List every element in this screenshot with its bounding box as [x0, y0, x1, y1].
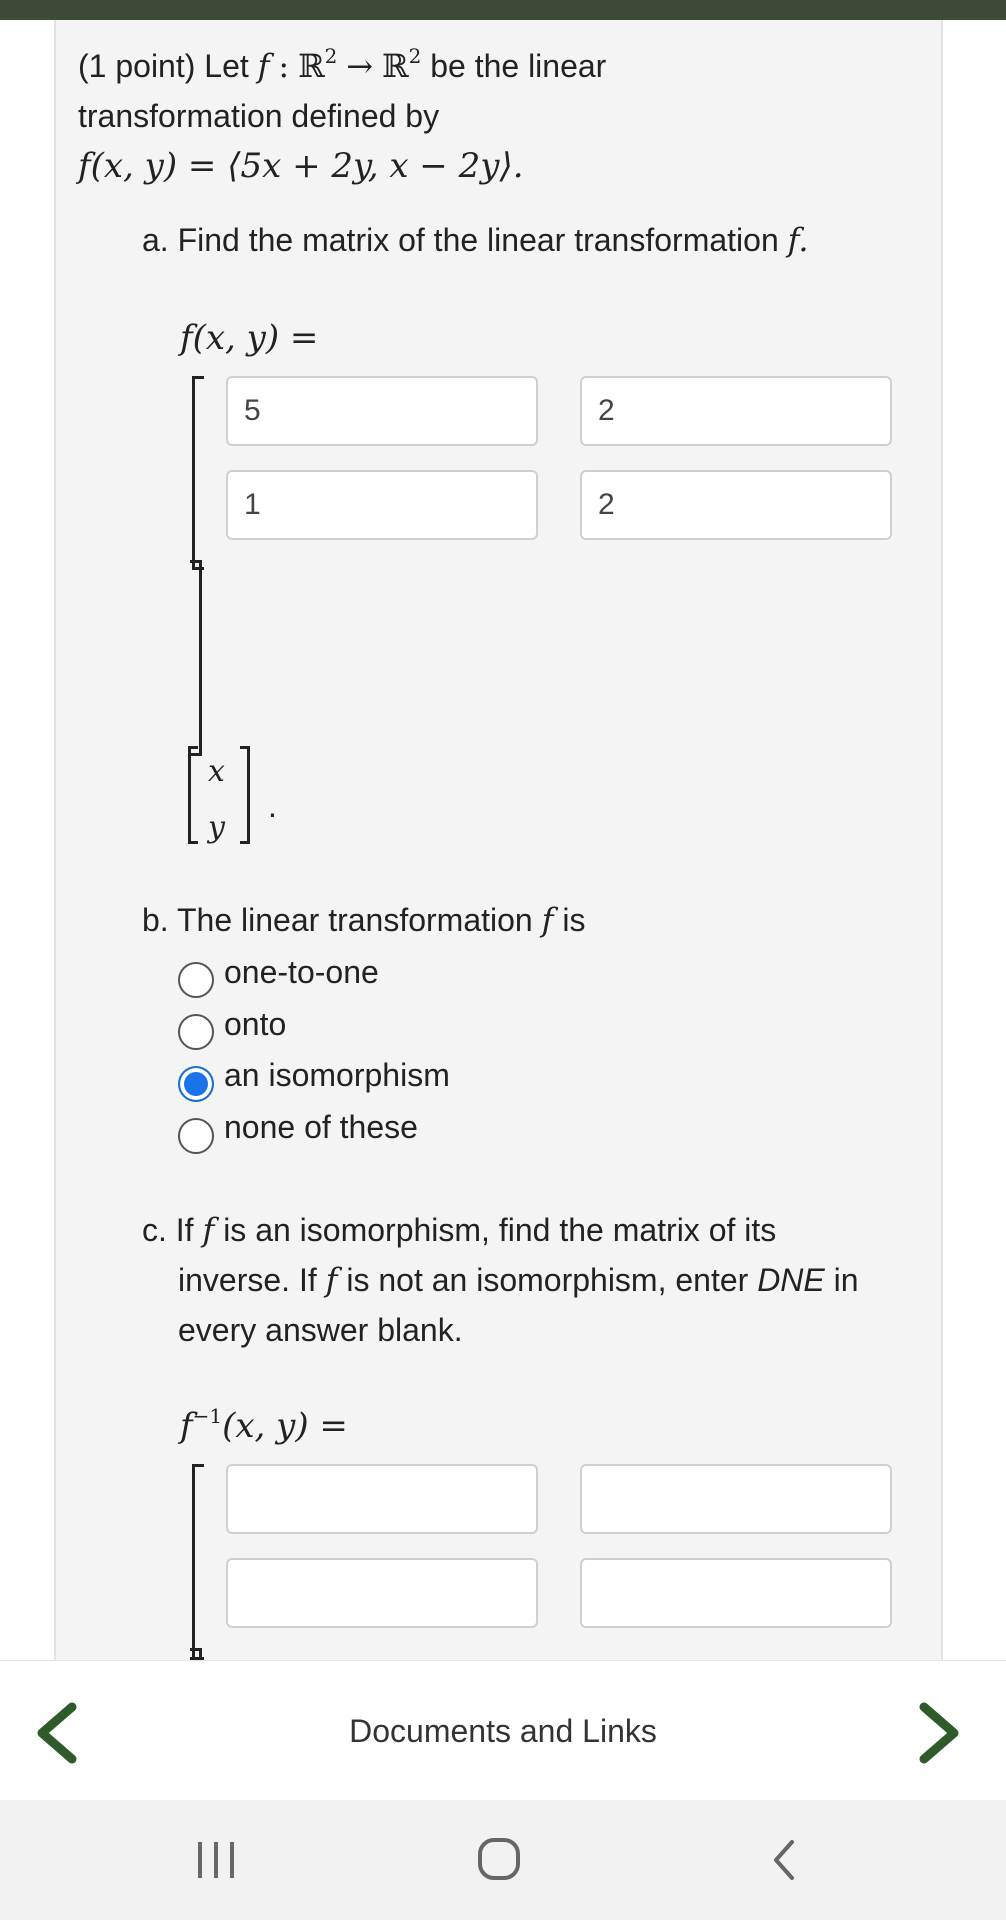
radio-label: an isomorphism [224, 1057, 450, 1093]
vector-period: . [268, 788, 277, 824]
matrix-c-left-bracket [192, 1464, 204, 1660]
part-c-lhs: $f^{-1}(x$, y) = [180, 1404, 348, 1446]
function-definition: f(x, y) = ⟨5x + 2y, x − 2y⟩. [78, 146, 524, 186]
part-c-prompt-line1: c. If f is an isomorphism, find the matrix of its [142, 1211, 777, 1249]
next-arrow-icon[interactable] [912, 1701, 968, 1765]
part-a-prompt: a. Find the matrix of the linear transformation f. [142, 221, 809, 259]
matrix-a-input-r2c1[interactable]: 1 [226, 470, 538, 540]
bottom-navigation-bar [0, 1660, 1006, 1801]
matrix-a-input-r1c2[interactable]: 2 [580, 376, 892, 446]
top-status-bar [0, 0, 1006, 20]
vector-right-bracket [240, 746, 250, 844]
problem-intro-line1: (1 point) Let f : ℝ$^2$ → ℝ$^2$ be the linear [78, 44, 607, 85]
vector-y: y [208, 810, 225, 845]
radio-label: one-to-one [224, 954, 379, 990]
radio-button[interactable] [178, 962, 214, 998]
documents-and-links-link[interactable]: Documents and Links [349, 1713, 657, 1749]
problem-card [54, 20, 943, 1660]
matrix-a-right-bracket [190, 560, 202, 756]
radio-label: onto [224, 1006, 287, 1042]
recent-apps-icon[interactable] [192, 1838, 240, 1882]
matrix-c-input-r2c1[interactable] [226, 1558, 538, 1628]
vector-x: x [208, 754, 225, 789]
radio-button-selected[interactable] [178, 1066, 214, 1102]
matrix-a-left-bracket [192, 376, 204, 570]
home-icon[interactable] [476, 1836, 522, 1882]
vector-left-bracket [188, 746, 198, 844]
radio-button[interactable] [178, 1014, 214, 1050]
matrix-c-input-r2c2[interactable] [580, 1558, 892, 1628]
radio-label: none of these [224, 1109, 418, 1145]
part-c-prompt-line3: every answer blank. [178, 1312, 463, 1348]
radio-button[interactable] [178, 1118, 214, 1154]
part-b-prompt: b. The linear transformation f is [142, 901, 586, 939]
matrix-a-input-r1c1[interactable]: 5 [226, 376, 538, 446]
matrix-c-input-r1c1[interactable] [226, 1464, 538, 1534]
back-icon[interactable] [766, 1836, 802, 1884]
matrix-c-right-bracket [190, 1648, 202, 1660]
system-navigation-bar [0, 1800, 1006, 1920]
matrix-a-input-r2c2[interactable]: 2 [580, 470, 892, 540]
matrix-c-input-r1c2[interactable] [580, 1464, 892, 1534]
part-c-prompt-line2: inverse. If f is not an isomorphism, enter DNE in [178, 1261, 859, 1299]
part-a-lhs: f(x, y) = [180, 318, 319, 358]
problem-intro-line2: transformation defined by [78, 98, 440, 134]
